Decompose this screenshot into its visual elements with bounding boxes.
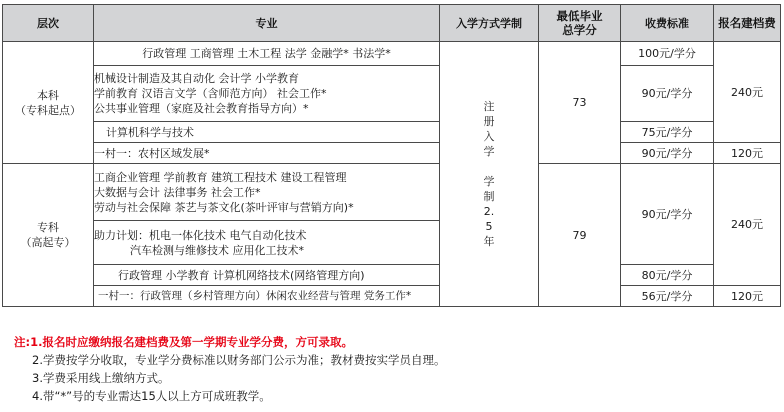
fee-cell: 90元/学分: [621, 164, 714, 265]
reg-fee-associate-2: 120元: [714, 286, 781, 307]
fee-cell: 100元/学分: [621, 42, 714, 66]
major-cell: 行政管理 小学教育 计算机网络技术(网络管理方向): [94, 265, 440, 286]
note-4: 4.带“*”号的专业需达15人以上方可成班教学。: [32, 389, 271, 403]
reg-fee-bachelor: 240元: [714, 42, 781, 143]
major-cell: 机械设计制造及其自动化 会计学 小学教育 学前教育 汉语言文学（含师范方向） 社会工作* 公共事业管理（家庭及社会教育指导方向）*: [94, 66, 440, 122]
header-reg: 报名建档费: [714, 5, 781, 42]
level-bachelor: 本科 （专科起点）: [3, 42, 94, 164]
fee-cell: 90元/学分: [621, 66, 714, 122]
major-cell: 助力计划：机电一体化技术 电气自动化技术 汽车检测与维修技术 应用化工技术*: [94, 221, 440, 265]
table-row: [3, 66, 781, 122]
header-credits: 最低毕业总学分: [539, 5, 621, 42]
fee-table: [2, 4, 781, 307]
major-cell: 计算机科学与技术: [94, 122, 440, 143]
header-mode: 入学方式学制: [440, 5, 539, 42]
major-cell: 工商企业管理 学前教育 建筑工程技术 建设工程管理 大数据与会计 法律事务 社会工作* 劳动与社会保障 茶艺与茶文化(茶叶评审与营销方向)*: [94, 164, 440, 221]
table-row: [3, 42, 781, 66]
table-row: [3, 164, 781, 221]
mode-cell: 注册入学 学制2.5年: [440, 42, 539, 307]
header-level: 层次: [3, 5, 94, 42]
table-row: [3, 143, 781, 164]
credits-associate: 79: [539, 164, 621, 307]
credits-bachelor: 73: [539, 42, 621, 164]
table-row: [3, 265, 781, 286]
table-row: [3, 286, 781, 307]
note-3: 3.学费采用线上缴纳方式。: [32, 371, 170, 385]
fee-cell: 75元/学分: [621, 122, 714, 143]
header-fee: 收费标准: [621, 5, 714, 42]
major-cell: 行政管理 工商管理 土木工程 法学 金融学* 书法学*: [94, 42, 440, 66]
fee-cell: 80元/学分: [621, 265, 714, 286]
major-cell: 一村一：行政管理（乡村管理方向）休闲农业经营与管理 党务工作*: [94, 286, 440, 307]
fee-cell: 90元/学分: [621, 143, 714, 164]
notes: [14, 333, 774, 405]
table-row: [3, 122, 781, 143]
reg-fee-associate: 240元: [714, 164, 781, 286]
note-2: 2.学费按学分收取，专业学分费标准以财务部门公示为准；教材费按实学员自理。: [32, 353, 446, 367]
header-major: 专业: [94, 5, 440, 42]
level-associate: 专科 （高起专）: [3, 164, 94, 307]
reg-fee-bachelor-2: 120元: [714, 143, 781, 164]
table-header-row: [3, 5, 781, 42]
fee-cell: 56元/学分: [621, 286, 714, 307]
note-1: 注:1.报名时应缴纳报名建档费及第一学期专业学分费，方可录取。: [14, 335, 353, 349]
major-cell: 一村一：农村区域发展*: [94, 143, 440, 164]
